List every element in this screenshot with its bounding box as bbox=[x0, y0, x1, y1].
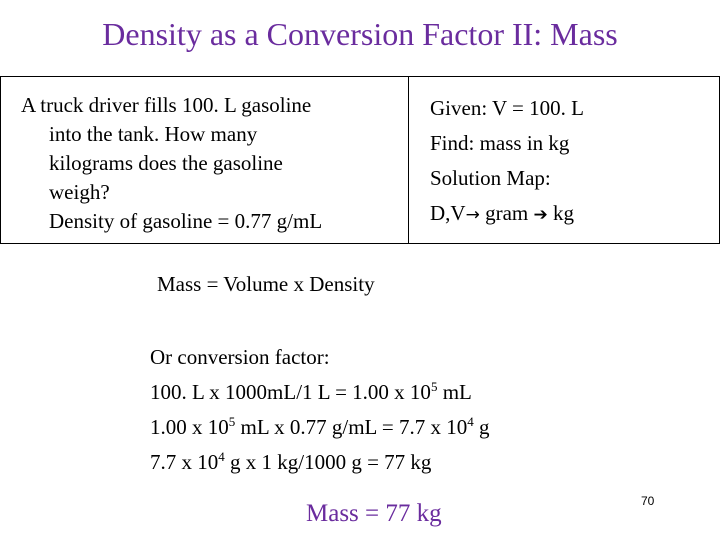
find-line: Find: mass in kg bbox=[430, 131, 570, 155]
exponent: 5 bbox=[430, 379, 438, 394]
map-end: kg bbox=[547, 201, 574, 225]
slide-title: Density as a Conversion Factor II: Mass bbox=[102, 16, 618, 52]
map-mid: gram bbox=[479, 201, 534, 225]
calc-text: mL bbox=[437, 380, 472, 404]
problem-line: kilograms does the gasoline bbox=[49, 151, 283, 175]
calc-text: g bbox=[473, 415, 490, 439]
calculation-block bbox=[150, 340, 489, 480]
exponent: 5 bbox=[228, 414, 236, 429]
map-start: D,V bbox=[430, 201, 466, 225]
right-arrow-icon: ➔ bbox=[533, 205, 548, 225]
problem-line: weigh? bbox=[49, 180, 110, 204]
given-find-text bbox=[430, 91, 584, 233]
mass-formula: Mass = Volume x Density bbox=[157, 272, 375, 296]
problem-box bbox=[0, 76, 412, 244]
given-line: Given: V = 100. L bbox=[430, 96, 584, 120]
solution-map-label: Solution Map: bbox=[430, 166, 551, 190]
calc-text: 7.7 x 10 bbox=[150, 450, 219, 474]
final-answer: Mass = 77 kg bbox=[306, 500, 442, 527]
page-number: 70 bbox=[641, 494, 655, 508]
problem-line: into the tank. How many bbox=[49, 122, 258, 146]
exponent: 4 bbox=[467, 414, 474, 429]
calc-text: mL x 0.77 g/mL = 7.7 x 10 bbox=[235, 415, 468, 439]
given-find-box bbox=[408, 76, 720, 244]
calc-text: 100. L x 1000mL/1 L = 1.00 x 10 bbox=[150, 380, 431, 404]
solution-map bbox=[430, 196, 584, 233]
calc-intro: Or conversion factor: bbox=[150, 345, 330, 369]
problem-line: A truck driver fills 100. L gasoline bbox=[21, 93, 312, 117]
problem-text bbox=[21, 91, 322, 236]
exponent: 4 bbox=[218, 449, 225, 464]
density-line: Density of gasoline = 0.77 g/mL bbox=[49, 209, 323, 233]
calc-step-1 bbox=[150, 375, 489, 410]
calc-step-2 bbox=[150, 410, 489, 445]
calc-text: g x 1 kg/1000 g = 77 kg bbox=[224, 450, 432, 474]
calc-step-3 bbox=[150, 445, 489, 480]
calc-text: 1.00 x 10 bbox=[150, 415, 229, 439]
right-arrow-icon: → bbox=[465, 205, 480, 225]
